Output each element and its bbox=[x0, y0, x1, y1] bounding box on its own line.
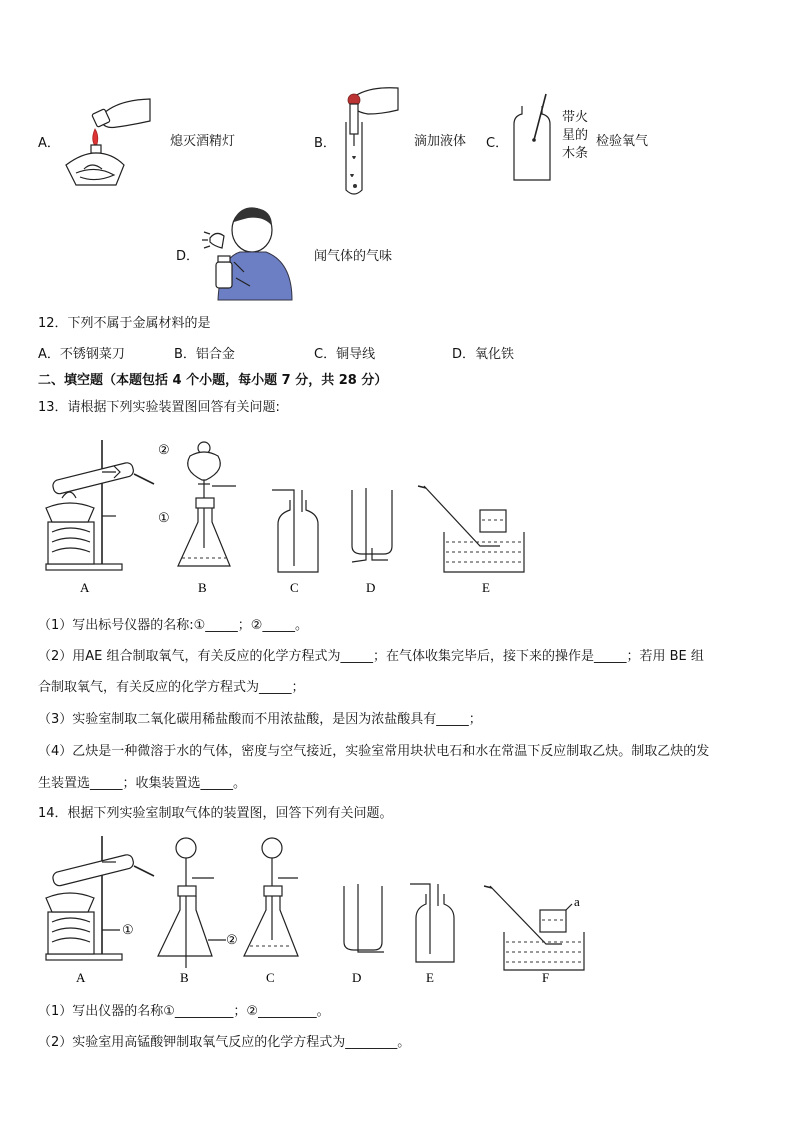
oxygen-test-figure bbox=[508, 92, 564, 184]
q13-apparatus-figure bbox=[40, 428, 540, 595]
q14-marker-a: a bbox=[574, 894, 580, 909]
q13-part-2-cont: 合制取氧气，有关反应的化学方程式为_____； bbox=[38, 680, 305, 695]
q13-apparatus-c bbox=[272, 490, 318, 572]
q13-apparatus-a bbox=[46, 440, 154, 570]
q12-stem: 12．下列不属于金属材料的是 bbox=[38, 316, 211, 331]
q13-label-a: A bbox=[80, 580, 90, 595]
q14-marker-2: ② bbox=[226, 932, 238, 947]
option-b-letter: B． bbox=[314, 136, 336, 151]
q14-part-1: （1）写出仪器的名称①_________；②_________。 bbox=[38, 1004, 330, 1019]
option-b-caption: 滴加液体 bbox=[414, 134, 467, 149]
q13-label-d: D bbox=[366, 580, 376, 595]
q13-label-c: C bbox=[290, 580, 299, 595]
q14-label-d: D bbox=[352, 970, 362, 985]
q13-part-4: （4）乙炔是一种微溶于水的气体，密度与空气接近，实验室常用块状电石和水在常温下反应制取乙炔。制取乙炔的发 bbox=[38, 744, 710, 759]
q14-apparatus-b bbox=[158, 838, 226, 968]
q13-part-2: （2）用AE 组合制取氧气，有关反应的化学方程式为_____；在气体收集完毕后，接下来的操作是_____；若用 BE 组 bbox=[38, 649, 704, 664]
q12-option-c: C．铜导线 bbox=[314, 347, 376, 362]
splint-label-line3: 木条 bbox=[562, 146, 589, 161]
q14-label-a: A bbox=[76, 970, 86, 985]
q14-apparatus-d bbox=[344, 884, 384, 952]
q14-label-c: C bbox=[266, 970, 275, 985]
q14-marker-1: ① bbox=[122, 922, 134, 937]
splint-label-line1: 带火 bbox=[562, 110, 589, 125]
option-c-caption: 检验氧气 bbox=[596, 134, 649, 149]
q12-option-b: B．铝合金 bbox=[174, 347, 235, 362]
q14-apparatus-a bbox=[46, 836, 154, 960]
option-c-letter: C． bbox=[486, 136, 509, 151]
q13-part-4-cont: 生装置选_____；收集装置选_____。 bbox=[38, 776, 247, 791]
q13-part-3: （3）实验室制取二氧化碳用稀盐酸而不用浓盐酸，是因为浓盐酸具有_____； bbox=[38, 712, 482, 727]
q14-label-b: B bbox=[180, 970, 189, 985]
q14-part-2: （2）实验室用高锰酸钾制取氧气反应的化学方程式为________。 bbox=[38, 1035, 411, 1050]
option-d-letter: D． bbox=[176, 249, 200, 264]
splint-label-line2: 星的 bbox=[562, 128, 589, 143]
dropper-figure bbox=[338, 86, 408, 198]
option-d-caption: 闻气体的气味 bbox=[314, 249, 393, 264]
q14-stem: 14．根据下列实验室制取气体的装置图，回答下列有关问题。 bbox=[38, 806, 393, 821]
q12-option-a: A．不锈钢菜刀 bbox=[38, 347, 125, 362]
extinguish-lamp-figure bbox=[62, 95, 162, 195]
q14-apparatus-f bbox=[484, 886, 584, 970]
q13-stem: 13．请根据下列实验装置图回答有关问题: bbox=[38, 400, 280, 415]
option-a-letter: A． bbox=[38, 136, 60, 151]
q13-label-e: E bbox=[482, 580, 490, 595]
section2-title: 二、填空题（本题包括 4 个小题，每小题 7 分，共 28 分） bbox=[38, 373, 388, 388]
q13-apparatus-d bbox=[352, 488, 392, 562]
q13-apparatus-b bbox=[178, 442, 236, 566]
q14-apparatus-figure bbox=[40, 830, 600, 988]
q13-marker-2: ② bbox=[158, 442, 170, 457]
q14-apparatus-c bbox=[244, 838, 298, 956]
q14-label-f: F bbox=[542, 970, 550, 985]
q14-apparatus-e bbox=[410, 884, 454, 962]
q13-marker-1: ① bbox=[158, 510, 170, 525]
q13-apparatus-e bbox=[418, 486, 524, 572]
option-a-caption: 熄灭酒精灯 bbox=[170, 134, 236, 149]
q13-part-1: （1）写出标号仪器的名称:①_____；②_____。 bbox=[38, 618, 308, 633]
q13-label-b: B bbox=[198, 580, 207, 595]
q12-option-d: D．氧化铁 bbox=[452, 347, 515, 362]
smell-gas-figure bbox=[200, 202, 296, 302]
q14-label-e: E bbox=[426, 970, 434, 985]
